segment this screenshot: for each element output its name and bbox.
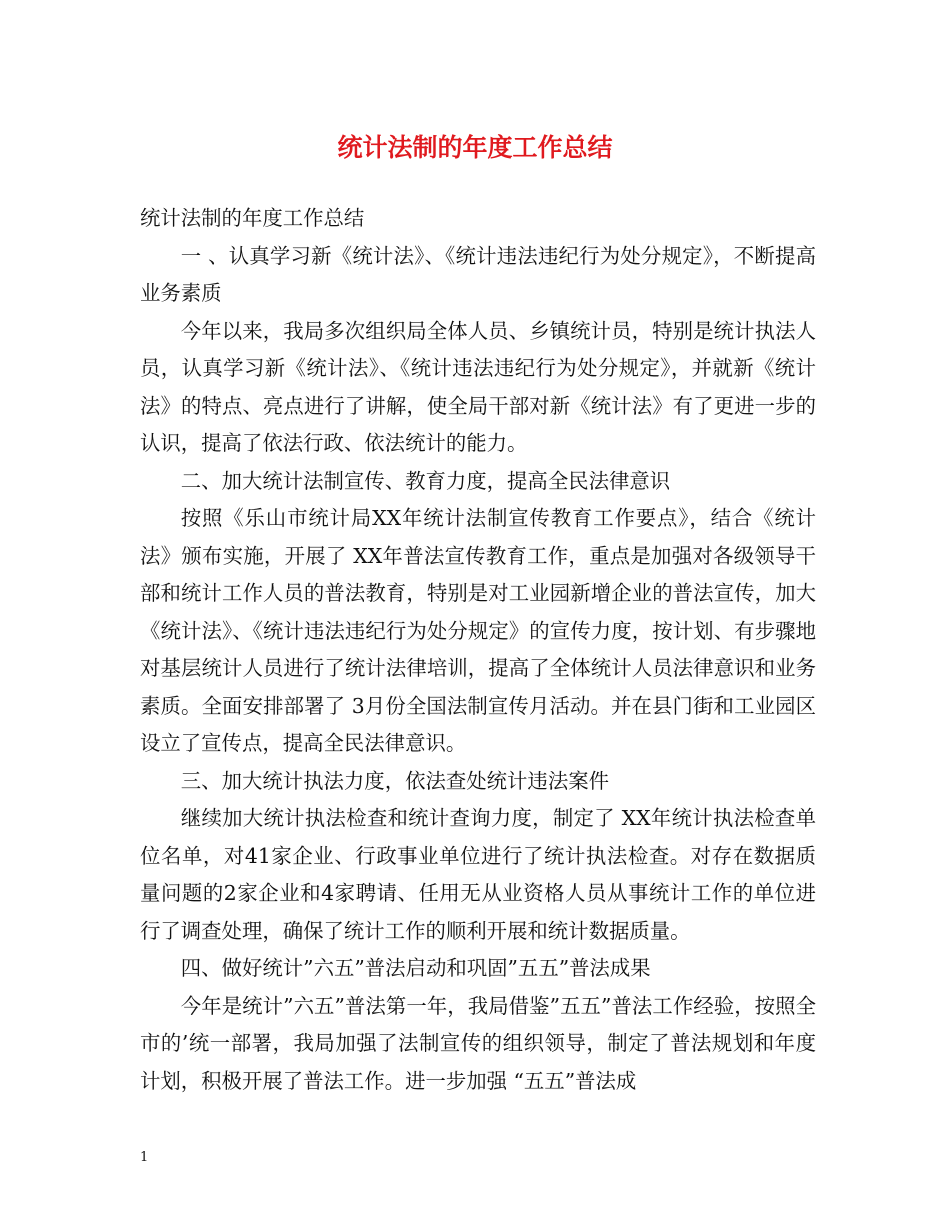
paragraph: 一 、认真学习新《统计法》、《统计违法违纪行为处分规定》，不断提高业务素质 xyxy=(140,243,816,305)
paragraph: 四、做好统计”六五”普法启动和巩固”五五”普法成果 xyxy=(180,956,651,980)
page-number: 1 xyxy=(140,1150,149,1165)
paragraph: 今年是统计”六五”普法第一年，我局借鉴”五五”普法工作经验，按照全市的’统一部署，我局加强了法制宣传的组织领导，制定了普法规划和年度计划，积极开展了普法工作。进一步加强 “五五”普法成 xyxy=(140,993,816,1093)
document-body xyxy=(140,200,816,1100)
paragraph: 今年以来，我局多次组织局全体人员、乡镇统计员，特别是统计执法人员，认真学习新《统计法》、《统计违法违纪行为处分规定》，并就新《统计法》的特点、亮点进行了讲解，使全局干部对新《统计法》有了更进一步的认识，提高了依法行政、依法统计的能力。 xyxy=(140,318,816,455)
paragraph: 统计法制的年度工作总结 xyxy=(140,206,365,230)
paragraph: 二、加大统计法制宣传、教育力度，提高全民法律意识 xyxy=(180,468,671,493)
paragraph: 按照《乐山市统计局XX年统计法制宣传教育工作要点》，结合《统计法》颁布实施，开展了 XX年普法宣传教育工作，重点是加强对各级领导干部和统计工作人员的普法教育，特别是对工业园新增企业的普法宣传，加大《统计法》、《统计违法违纪行为处分规定》的宣传力度，按计划、有步骤地对基层统计人员进行了统计法律培训，提高了全体统计人员法律意识和业务素质。全面安排部署了 3月份全国法制宣传月活动。并在县门街和工业园区设立了宣传点，提高全民法律意识。 xyxy=(140,506,816,755)
paragraph: 三、加大统计执法力度，依法查处统计违法案件 xyxy=(180,768,609,793)
document-title: 统计法制的年度工作总结 xyxy=(337,133,613,162)
paragraph: 继续加大统计执法检查和统计查询力度，制定了 XX年统计执法检查单位名单，对41家企业、行政事业单位进行了统计执法检查。对存在数据质量问题的2家企业和4家聘请、任用无从业资格人员从事统计工作的单位进行了调查处理，确保了统计工作的顺利开展和统计数据质量。 xyxy=(140,806,816,943)
